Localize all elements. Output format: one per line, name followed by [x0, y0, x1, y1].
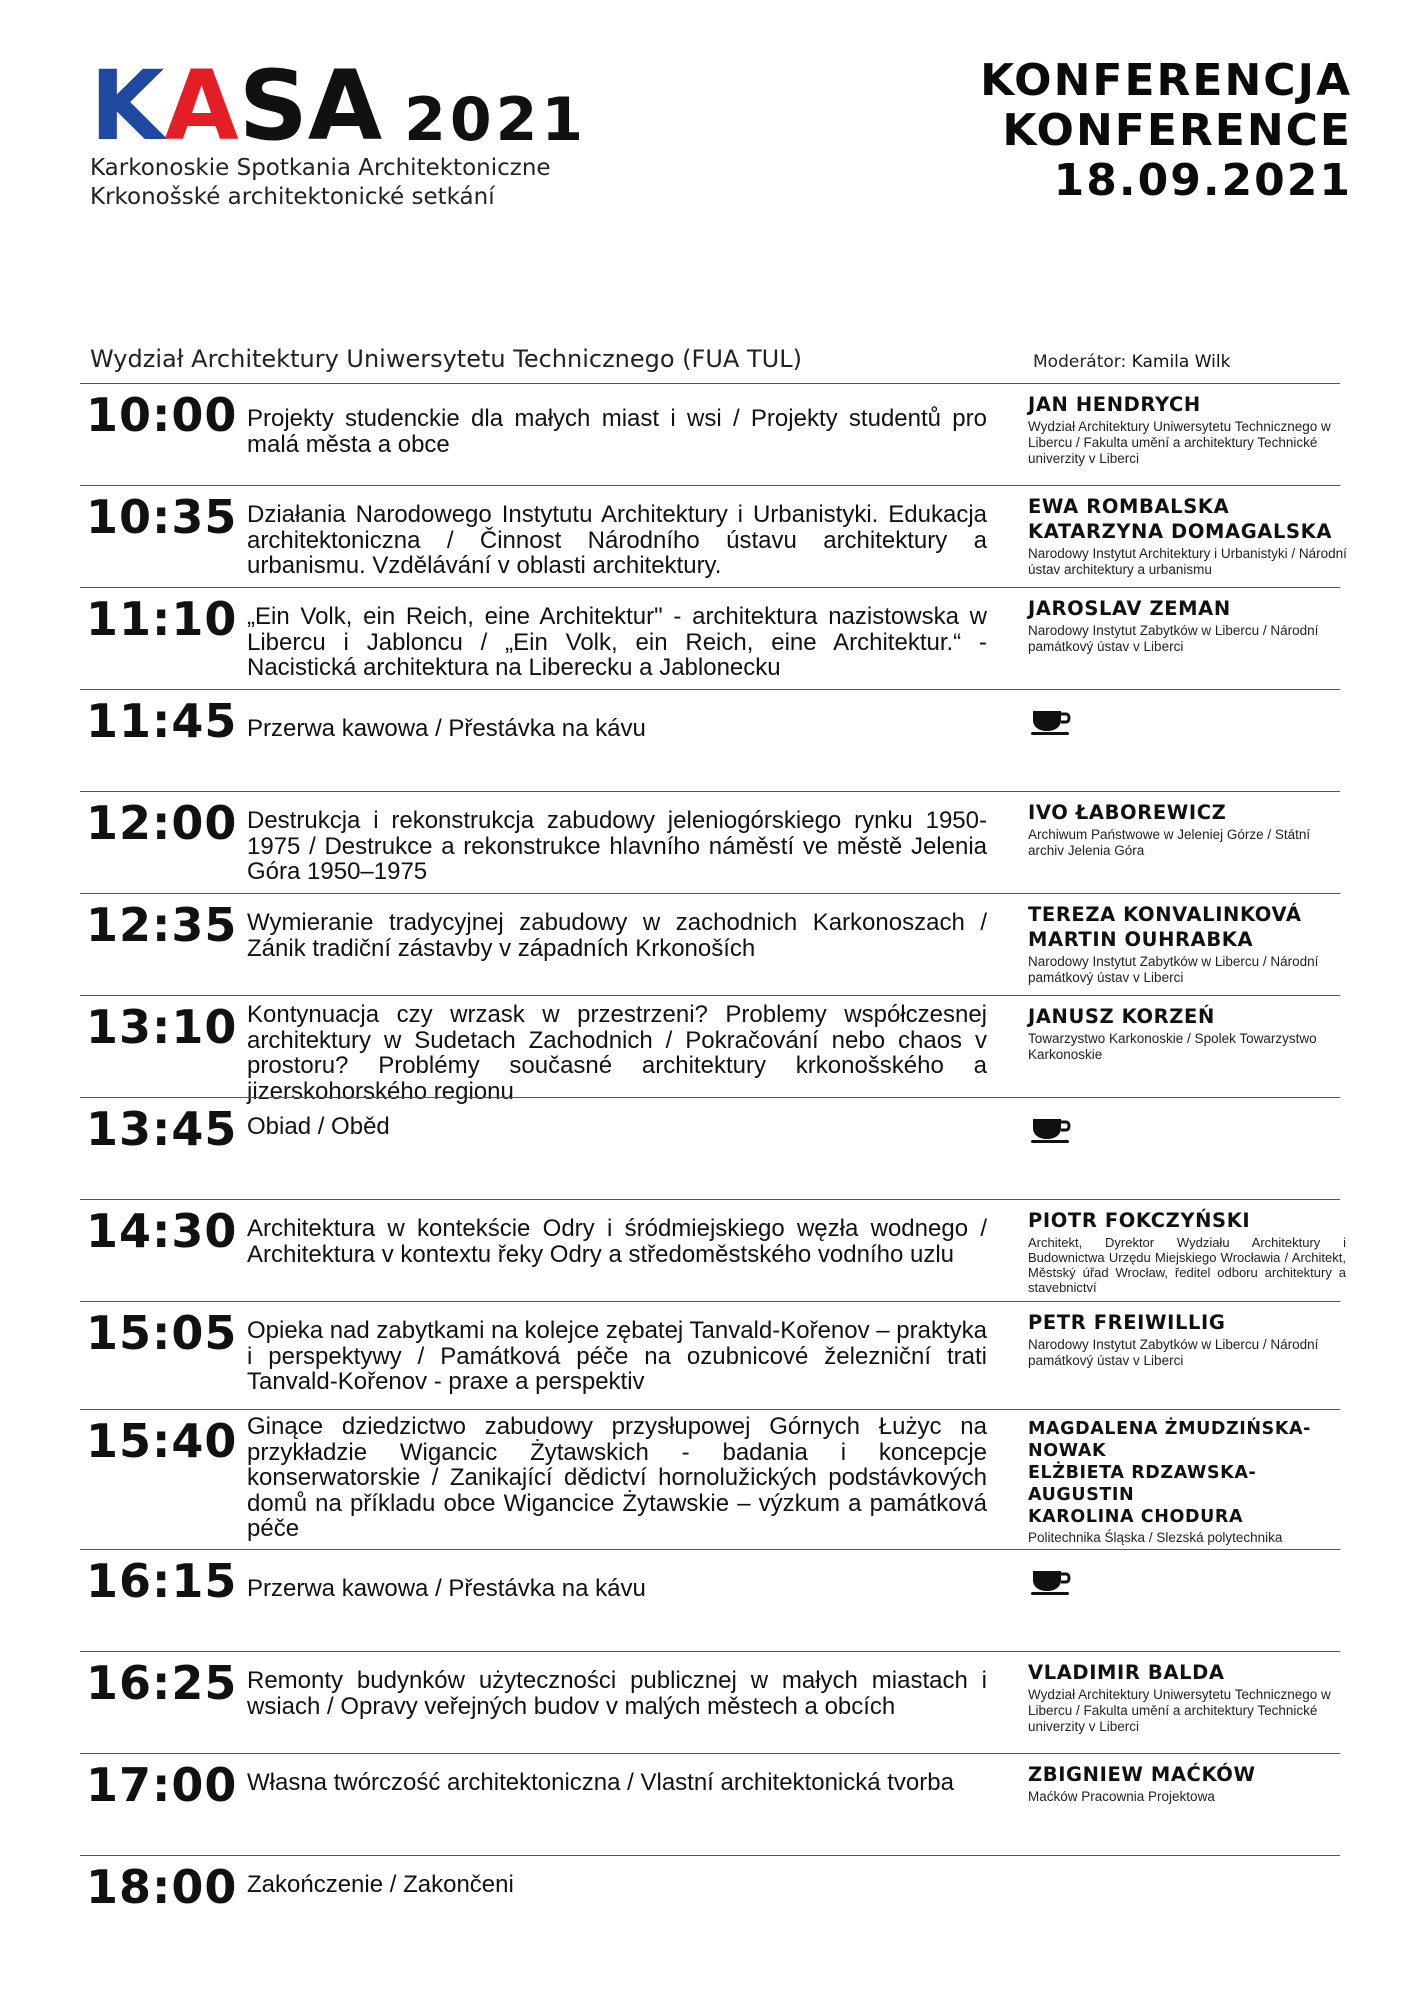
session-speakers: [1028, 1208, 1348, 1295]
speaker-affiliation: Narodowy Instytut Zabytków w Libercu / Národní památkový ústav v Liberci: [1028, 1337, 1319, 1368]
moderator-name: Kamila Wilk: [1131, 352, 1231, 372]
session-time: 11:45: [86, 694, 238, 748]
speaker-name: JANUSZ KORZEŃ: [1028, 1005, 1215, 1028]
conference-heading: [980, 56, 1352, 206]
agenda-row: [80, 587, 1340, 689]
speaker-affiliation: Archiwum Państwowe w Jeleniej Górze / Státní archiv Jelenia Góra: [1028, 827, 1311, 858]
session-time: 11:10: [86, 592, 238, 646]
session-time: 13:45: [86, 1102, 238, 1156]
speaker-name: IVO ŁABOREWICZ: [1028, 801, 1227, 824]
session-time: 10:35: [86, 490, 238, 544]
speaker-name: MAGDALENA ŻMUDZIŃSKA-NOWAK: [1028, 1419, 1312, 1461]
agenda-row: [80, 383, 1340, 485]
speaker-affiliation: Narodowy Instytut Zabytków w Libercu / Národní památkový ústav v Liberci: [1028, 623, 1319, 654]
session-time: 13:10: [86, 1000, 238, 1054]
session-title: Architektura w kontekście Odry i śródmiejskiego węzła wodnego / Architektura v kontextu řeky Odry a středoměstského vodního uzlu: [247, 1215, 987, 1268]
session-title: Projekty studenckie dla małych miast i wsi / Projekty studentů pro malá města a obce: [247, 405, 987, 458]
coffee-cup-icon: [1030, 1116, 1074, 1144]
session-speakers: [1028, 494, 1348, 578]
speaker-affiliation: Towarzystwo Karkonoskie / Spolek Towarzystwo Karkonoskie: [1028, 1031, 1317, 1062]
logo-letter-a2: A: [307, 50, 383, 162]
conference-date: 18.09.2021: [1053, 155, 1352, 206]
speaker-name: PETR FREIWILLIG: [1028, 1311, 1226, 1334]
session-speakers: [1028, 1660, 1348, 1735]
agenda-row: [80, 791, 1340, 893]
host-institution: Wydział Architektury Uniwersytetu Technicznego (FUA TUL): [90, 345, 802, 373]
session-time: 15:40: [86, 1414, 238, 1468]
session-title: „Ein Volk, ein Reich, eine Architektur" - architektura nazistowska w Libercu i Jabloncu / „Ein Volk, ein Reich, eine Architektur.“ - Nacistická architektura na Liberecku a Jablonecku: [247, 603, 987, 681]
speaker-affiliation: Politechnika Śląska / Slezská polytechnika: [1028, 1530, 1283, 1545]
session-title: Obiad / Oběd: [247, 1113, 390, 1140]
agenda-row: [80, 1753, 1340, 1855]
session-title: Przerwa kawowa / Přestávka na kávu: [247, 715, 646, 742]
agenda-row: [80, 1651, 1340, 1753]
session-title: Działania Narodowego Instytutu Architektury i Urbanistyki. Edukacja architektoniczna / Činnost Národního ústavu architektury a urbanismu. Vzdělávání v oblasti architektury.: [247, 501, 987, 579]
logo-wordmark: [90, 50, 588, 162]
agenda-table: [80, 383, 1347, 1965]
logo-year: 2021: [404, 85, 588, 155]
moderator: [1033, 352, 1230, 372]
speaker-affiliation: Narodowy Instytut Zabytków w Libercu / Národní památkový ústav v Liberci: [1028, 954, 1319, 985]
agenda-row: [80, 1549, 1340, 1651]
session-title: Ginące dziedzictwo zabudowy przysłupowej Górnych Łużyc na przykładzie Wigancic Żytawskich - badania i koncepcje konserwatorskie / Zanikající dědictví hornolužických podstávkových domů na příkladu obce Wigancice Żytawskie – výzkum a památková péče: [247, 1413, 987, 1542]
session-title: Własna twórczość architektoniczna / Vlastní architektonická tvorba: [247, 1769, 954, 1796]
logo-letter-k: K: [90, 50, 165, 162]
speaker-name: PIOTR FOKCZYŃSKI: [1028, 1209, 1251, 1232]
logo-letter-a: A: [164, 50, 239, 162]
speaker-name: JAN HENDRYCH: [1028, 393, 1201, 416]
agenda-row: [80, 485, 1347, 587]
coffee-cup-icon: [1030, 1568, 1074, 1596]
session-speakers: [1028, 1418, 1348, 1546]
agenda-row: [80, 1409, 1340, 1549]
coffee-cup-icon: [1030, 708, 1074, 736]
session-time: 12:35: [86, 898, 238, 952]
logo-subtitle-pl: Karkonoskie Spotkania Architektoniczne: [90, 155, 551, 181]
agenda-row: [80, 1199, 1346, 1301]
speaker-name: EWA ROMBALSKA: [1028, 495, 1230, 518]
session-title: Destrukcja i rekonstrukcja zabudowy jeleniogórskiego rynku 1950-1975 / Destrukce a rekonstrukce hlavního náměstí ve městě Jelenia Góra 1950–1975: [247, 807, 987, 885]
agenda-row: [80, 893, 1340, 995]
speaker-affiliation: Architekt, Dyrektor Wydziału Architektury i Budownictwa Urzędu Miejskiego Wrocławia / Architekt, Městský úřad Wrocław, ředitel odboru architektury a stavebnictví: [1028, 1235, 1346, 1295]
session-speakers: [1028, 1762, 1348, 1805]
agenda-row: [80, 1855, 1340, 1965]
conference-title-cz: KONFERENCE: [1002, 105, 1352, 156]
session-speakers: [1028, 1004, 1348, 1063]
speaker-name: ELŻBIETA RDZAWSKA-AUGUSTIN: [1028, 1463, 1257, 1505]
speaker-name: TEREZA KONVALINKOVÁ: [1028, 903, 1302, 926]
session-time: 16:25: [86, 1656, 238, 1710]
session-speakers: [1028, 902, 1348, 986]
agenda-row: [80, 1097, 1340, 1199]
session-time: 17:00: [86, 1758, 238, 1812]
session-time: 16:15: [86, 1554, 238, 1608]
session-time: 12:00: [86, 796, 238, 850]
speaker-affiliation: Wydział Architektury Uniwersytetu Technicznego w Libercu / Fakulta umění a architektury Technické univerzity v Liberci: [1028, 419, 1331, 466]
session-time: 18:00: [86, 1860, 238, 1914]
session-speakers: [1028, 1310, 1348, 1369]
speaker-name: JAROSLAV ZEMAN: [1028, 597, 1231, 620]
session-time: 10:00: [86, 388, 238, 442]
session-title: Opieka nad zabytkami na kolejce zębatej Tanvald-Kořenov – praktyka i perspektywy / Památková péče na ozubnicové železniční trati Tanvald-Kořenov - praxe a perspektiv: [247, 1317, 987, 1395]
logo-subtitle-cz: Krkonošské architektonické setkání: [90, 184, 495, 210]
speaker-affiliation: Wydział Architektury Uniwersytetu Technicznego w Libercu / Fakulta umění a architektury Technické univerzity v Liberci: [1028, 1687, 1331, 1734]
session-title: Przerwa kawowa / Přestávka na kávu: [247, 1575, 646, 1602]
moderator-label: Moderátor:: [1033, 352, 1127, 372]
speaker-name: VLADIMIR BALDA: [1028, 1661, 1225, 1684]
speaker-name: KAROLINA CHODURA: [1028, 1507, 1244, 1527]
speaker-affiliation: Maćków Pracownia Projektowa: [1028, 1789, 1215, 1804]
speaker-name: ZBIGNIEW MAĆKÓW: [1028, 1763, 1256, 1786]
session-time: 15:05: [86, 1306, 238, 1360]
session-time: 14:30: [86, 1204, 238, 1258]
session-title: Remonty budynków użyteczności publicznej w małych miastach i wsiach / Opravy veřejných budov v malých městech a obcích: [247, 1667, 987, 1720]
speaker-name: MARTIN OUHRABKA: [1028, 928, 1254, 951]
session-title: Wymieranie tradycyjnej zabudowy w zachodnich Karkonoszach / Zánik tradiční zástavby v západních Krkonoších: [247, 909, 987, 962]
agenda-row: [80, 689, 1340, 791]
session-speakers: [1028, 800, 1348, 859]
logo-subtitle: [90, 154, 587, 212]
session-title: Zakończenie / Zakončeni: [247, 1871, 514, 1898]
session-title: Kontynuacja czy wrzask w przestrzeni? Problemy współczesnej architektury w Sudetach Zachodnich / Pokračování nebo chaos v prostoru? Problémy současné architektury krkonošského a jizerskohorského regionu: [247, 1001, 987, 1105]
speaker-affiliation: Narodowy Instytut Architektury i Urbanistyki / Národní ústav architektury a urbanismu: [1028, 546, 1347, 577]
logo-letter-s: S: [238, 50, 308, 162]
conference-title-pl: KONFERENCJA: [980, 55, 1352, 106]
session-speakers: [1028, 596, 1348, 655]
speaker-name: KATARZYNA DOMAGALSKA: [1028, 520, 1333, 543]
kasa-logo: [90, 50, 588, 212]
agenda-row: [80, 995, 1340, 1105]
session-speakers: [1028, 392, 1348, 467]
agenda-row: [80, 1301, 1340, 1409]
